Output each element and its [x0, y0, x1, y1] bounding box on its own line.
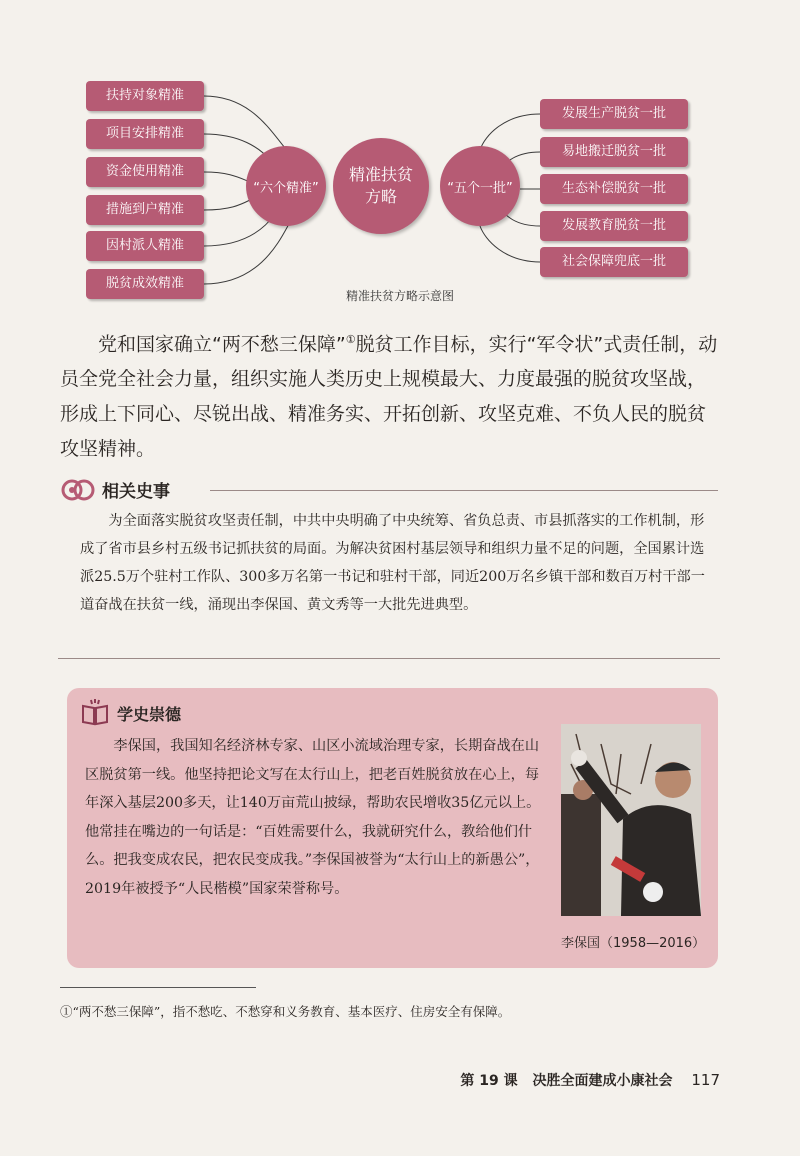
photo-caption: 李保国（1958—2016） — [561, 936, 706, 951]
section-rule — [210, 490, 718, 491]
right-item-2: 易地搬迁脱贫一批 — [540, 137, 688, 167]
virtue-box — [67, 688, 718, 968]
section-bottom-rule — [58, 658, 720, 659]
right-item-3: 生态补偿脱贫一批 — [540, 174, 688, 204]
page-footer — [450, 1070, 720, 1090]
six-precise-circle: “六个精准” — [246, 146, 326, 226]
page-number: 117 — [691, 1071, 720, 1089]
left-item-2: 项目安排精准 — [86, 119, 204, 149]
virtue-title: 学史崇德 — [117, 705, 182, 724]
swirl-icon — [60, 475, 96, 505]
left-item-3: 资金使用精准 — [86, 157, 204, 187]
right-item-5: 社会保障兜底一批 — [540, 247, 688, 277]
diagram-caption: 精准扶贫方略示意图 — [345, 289, 454, 303]
related-history-header — [60, 475, 720, 505]
para-text-after: 脱贫工作目标，实行“军令状”式责任制，动员全党全社会力量，组织实施人类历史上规模最大、力度最强的脱贫攻坚战，形成上下同心、尽锐出战、精准务实、开拓创新、攻坚克难、不负人民的脱贫攻坚精神。 — [60, 333, 718, 461]
related-history-text: 为全面落实脱贫攻坚责任制，中共中央明确了中央统筹、省负总责、市县抓落实的工作机制，形成了省市县乡村五级书记抓扶贫的局面。为解决贫困村基层领导和组织力量不足的问题，全国累计选派25.5万个驻村工作队、300多万名第一书记和驻村干部，同近200万名乡镇干部和数百万村干部一道奋战在扶贫一线，涌现出李保国、黄文秀等一大批先进典型。 — [80, 513, 705, 613]
main-paragraph — [60, 322, 720, 467]
five-batches-circle: “五个一批” — [440, 146, 520, 226]
left-item-1: 扶持对象精准 — [86, 81, 204, 111]
footnote: ①“两不愁三保障”，指不愁吃、不愁穿和义务教育、基本医疗、住房安全有保障。 — [60, 1004, 511, 1019]
right-item-4: 发展教育脱贫一批 — [540, 211, 688, 241]
center-circle-label: 精准扶贫方略 — [348, 165, 413, 206]
portrait-illustration — [561, 724, 701, 916]
portrait-photo — [561, 724, 701, 916]
left-item-4: 措施到户精准 — [86, 195, 204, 225]
lesson-title: 决胜全面建成小康社会 — [532, 1073, 673, 1089]
related-history-title: 相关史事 — [102, 482, 170, 502]
left-item-6: 脱贫成效精准 — [86, 269, 204, 299]
footnote-mark[interactable]: ① — [345, 333, 356, 346]
center-circle — [333, 138, 429, 234]
footnote-rule — [60, 987, 256, 988]
open-book-icon — [79, 698, 111, 726]
virtue-text: 李保国，我国知名经济林专家、山区小流域治理专家，长期奋战在山区脱贫第一线。他坚持把论文写在太行山上，把老百姓脱贫放在心上，每年深入基层200多天，让140万亩荒山披绿，帮助农民增收35亿元以上。他常挂在嘴边的一句话是：“百姓需要什么，我就研究什么，教给他们什么。把我变成农民，把农民变成我。”李保国被誉为“太行山上的新愚公”，2019年被授予“人民楷模”国家荣誉称号。 — [85, 738, 541, 897]
strategy-diagram — [0, 0, 800, 320]
left-item-5: 因村派人精准 — [86, 231, 204, 261]
lesson-number: 第 19 课 — [460, 1073, 518, 1089]
para-text-before: 党和国家确立“两不愁三保障” — [98, 333, 346, 356]
right-item-1: 发展生产脱贫一批 — [540, 99, 688, 129]
